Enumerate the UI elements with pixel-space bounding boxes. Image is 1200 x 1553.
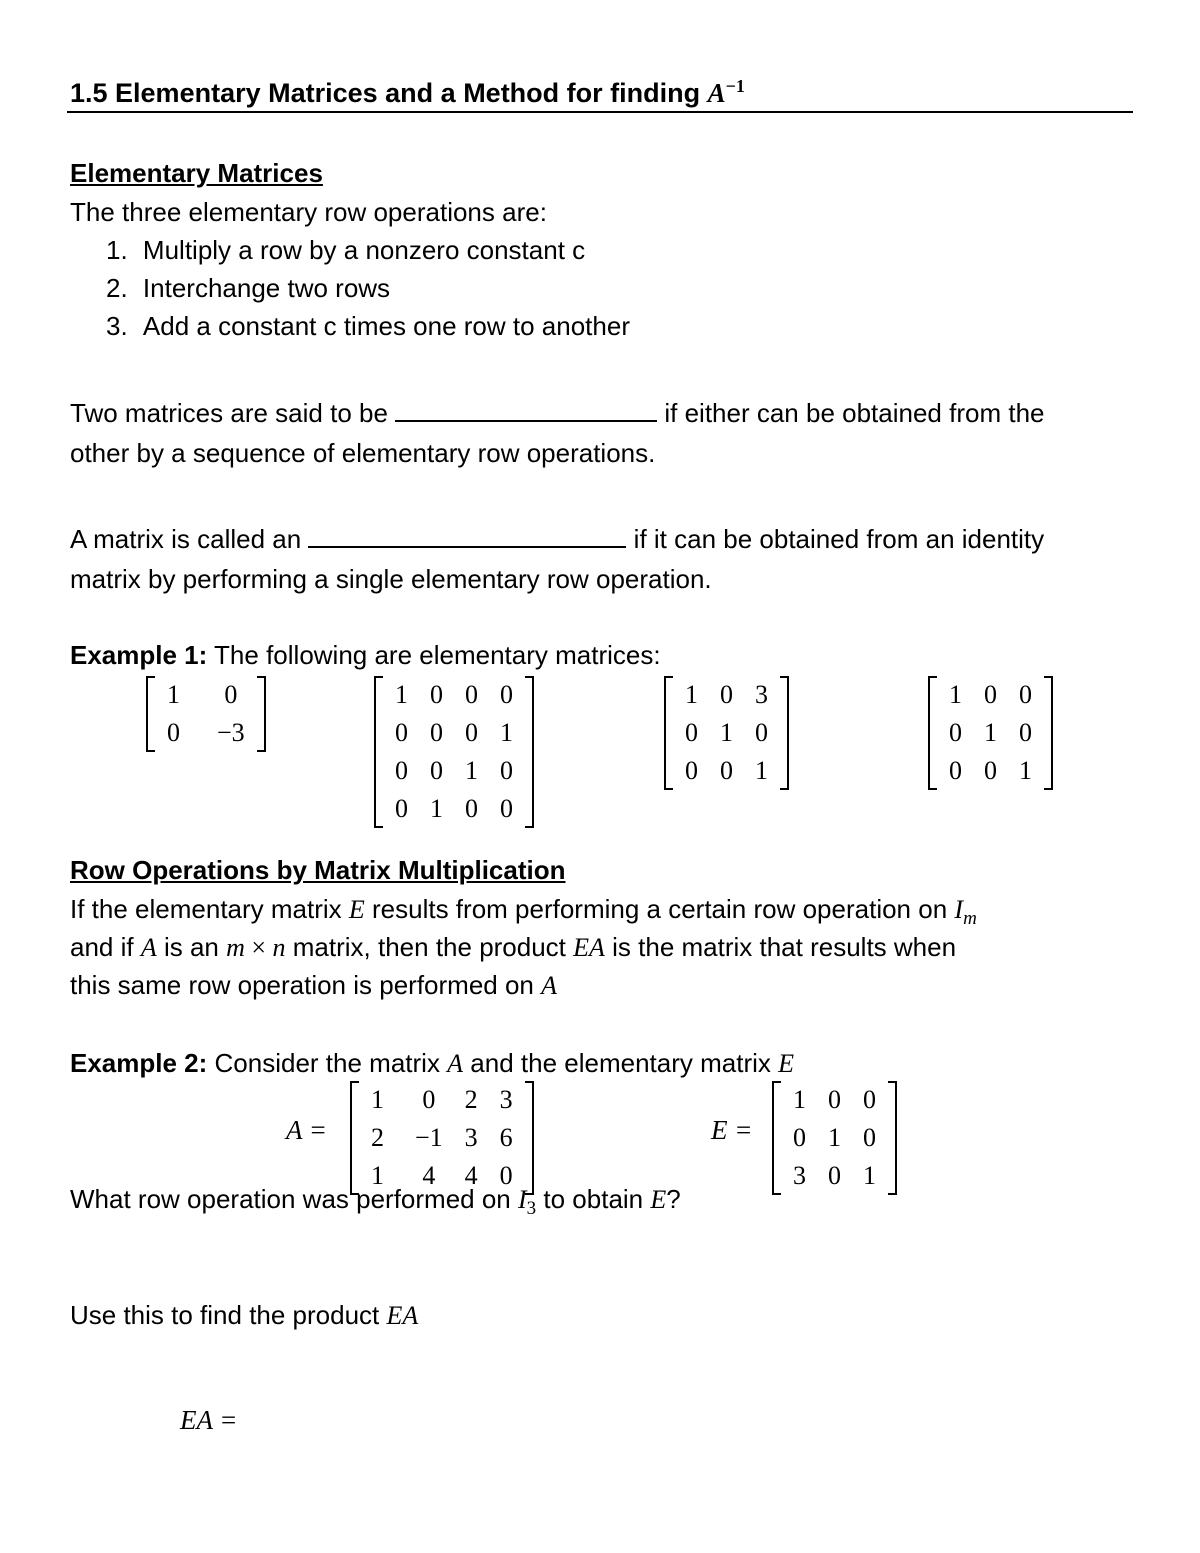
matrix-cell: 1 — [828, 1123, 841, 1152]
label-text: EA = — [180, 1405, 238, 1435]
matrix-cell: 1 — [755, 756, 768, 785]
matrix-cell: 0 — [500, 680, 513, 709]
matrix-cell: 0 — [422, 1085, 436, 1114]
matrix-cell: 1 — [430, 794, 443, 823]
matrix-A — [350, 1081, 534, 1195]
op-number: 3. — [106, 311, 128, 341]
math-n: n — [272, 933, 286, 962]
right-bracket — [525, 676, 534, 828]
matrix-cell: −3 — [217, 718, 245, 747]
matrix-cell: 3 — [755, 680, 768, 709]
matrix-cell: 0 — [984, 680, 997, 709]
matrix-cell: 0 — [465, 718, 478, 747]
matrix-cell: 1 — [863, 1161, 876, 1190]
answer-EA-label — [180, 1405, 237, 1436]
definition-elementary-matrix-line1 — [70, 524, 1044, 555]
matrix-cell: 0 — [984, 756, 997, 785]
matrix-cell: 0 — [167, 718, 180, 747]
example2-heading — [70, 1048, 794, 1079]
matrix-cell: 0 — [949, 718, 962, 747]
text: What row operation was performed on — [70, 1184, 518, 1214]
example1-matrix-4 — [928, 676, 1053, 790]
example1-matrix-2 — [374, 676, 534, 828]
matrix-cell: 4 — [464, 1161, 478, 1190]
math-I: I — [518, 1185, 527, 1214]
matrix-cell: 0 — [224, 680, 238, 709]
example1-label: Example 1: — [70, 640, 208, 670]
title-math: A — [707, 78, 726, 108]
text: is an — [156, 932, 227, 962]
title-superscript: −1 — [725, 76, 745, 96]
matrix-E-label — [711, 1115, 752, 1146]
op-text: Multiply a row by a nonzero constant c — [142, 235, 586, 265]
matrix-table — [782, 1081, 887, 1195]
matrix-table — [156, 676, 256, 752]
page-title — [70, 76, 745, 109]
section2-line3 — [70, 970, 557, 1001]
matrix-cell: −1 — [415, 1123, 443, 1152]
matrix-cell: 6 — [499, 1123, 513, 1152]
matrix-cell: 0 — [500, 756, 513, 785]
matrix-cell: 1 — [167, 680, 180, 709]
definition-elementary-matrix-line2: matrix by performing a single elementary row operation. — [70, 564, 712, 594]
matrix-cell: 0 — [500, 794, 513, 823]
label-text: E = — [711, 1115, 753, 1145]
question-find-product — [70, 1300, 418, 1331]
matrix-cell: 0 — [793, 1123, 806, 1152]
matrix-cell: 0 — [720, 756, 733, 785]
matrix-cell: 1 — [720, 718, 733, 747]
math-I: I — [954, 895, 964, 924]
matrix-cell: 1 — [949, 680, 962, 709]
def1-after: if either can be obtained from the — [657, 398, 1045, 428]
left-bracket — [374, 676, 383, 828]
matrix-cell: 0 — [430, 718, 443, 747]
matrix-cell: 1 — [1019, 756, 1032, 785]
op-number: 2. — [106, 273, 128, 303]
matrix-cell: 3 — [793, 1161, 806, 1190]
math-E: E — [348, 895, 365, 924]
op-number: 1. — [106, 235, 128, 265]
op-text: Interchange two rows — [142, 273, 391, 303]
matrix-cell: 0 — [828, 1085, 841, 1114]
right-bracket — [888, 1081, 897, 1195]
label-text: A = — [286, 1115, 327, 1145]
text: ? — [666, 1184, 681, 1214]
text: and the elementary matrix — [463, 1048, 779, 1078]
question-row-operation — [70, 1184, 681, 1220]
matrix-cell: 0 — [395, 718, 408, 747]
def2-before: A matrix is called an — [70, 524, 309, 554]
matrix-cell: 0 — [685, 756, 698, 785]
math-EA: EA — [386, 1301, 419, 1330]
title-rule — [67, 111, 1133, 113]
matrix-cell: 0 — [1019, 680, 1032, 709]
matrix-cell: 0 — [430, 680, 443, 709]
text: to obtain — [536, 1184, 651, 1214]
matrix-cell: 1 — [465, 756, 478, 785]
matrix-table — [360, 1081, 524, 1195]
text: matrix, then the product — [285, 932, 574, 962]
matrix-table — [674, 676, 779, 790]
matrix-cell: 1 — [793, 1085, 806, 1114]
math-subscript: m — [963, 908, 977, 930]
matrix-cell: 0 — [828, 1161, 841, 1190]
left-bracket — [772, 1081, 781, 1195]
left-bracket — [350, 1081, 359, 1195]
matrix-cell: 1 — [371, 1085, 384, 1114]
right-bracket — [257, 676, 266, 752]
def2-after: if it can be obtained from an identity — [626, 524, 1045, 554]
math-EA: EA — [573, 933, 605, 962]
section2-line2 — [70, 932, 956, 963]
right-bracket — [780, 676, 789, 790]
right-bracket — [525, 1081, 534, 1195]
text: is the matrix that results when — [604, 932, 957, 962]
text: Consider the matrix — [207, 1048, 448, 1078]
matrix-cell: 0 — [949, 756, 962, 785]
math-times: × — [244, 933, 273, 962]
matrix-cell: 0 — [863, 1085, 876, 1114]
left-bracket — [146, 676, 155, 752]
text: this same row operation is performed on — [70, 970, 542, 1000]
text: Use this to find the product — [70, 1300, 387, 1330]
example1-heading — [70, 640, 661, 671]
matrix-cell: 1 — [500, 718, 513, 747]
op-item-1 — [106, 235, 585, 266]
matrix-cell: 3 — [499, 1085, 513, 1114]
matrix-cell: 1 — [395, 680, 408, 709]
math-A: A — [140, 933, 157, 962]
ops-intro: The three elementary row operations are: — [70, 197, 547, 227]
math-A: A — [541, 971, 558, 1000]
def1-before: Two matrices are said to be — [70, 398, 396, 428]
matrix-A-label — [286, 1115, 327, 1146]
math-A: A — [447, 1049, 464, 1078]
op-text: Add a constant c times one row to another — [142, 311, 630, 341]
matrix-cell: 1 — [371, 1161, 384, 1190]
matrix-cell: 2 — [371, 1123, 384, 1152]
definition-row-equivalent-line1 — [70, 398, 1045, 429]
left-bracket — [664, 676, 673, 790]
definition-row-equivalent-line2: other by a sequence of elementary row operations. — [70, 438, 656, 468]
matrix-cell: 3 — [464, 1123, 478, 1152]
matrix-cell: 0 — [395, 794, 408, 823]
fill-in-blank-2[interactable] — [308, 524, 626, 548]
matrix-cell: 0 — [1019, 718, 1032, 747]
example1-text: The following are elementary matrices: — [207, 640, 661, 670]
matrix-cell: 0 — [720, 680, 733, 709]
text: and if — [70, 932, 141, 962]
text: results from performing a certain row operation on — [364, 894, 955, 924]
matrix-cell: 2 — [464, 1085, 478, 1114]
matrix-cell: 0 — [465, 680, 478, 709]
matrix-cell: 0 — [499, 1161, 513, 1190]
fill-in-blank-1[interactable] — [395, 398, 657, 422]
example1-matrix-3 — [664, 676, 789, 790]
section-heading-elementary-matrices: Elementary Matrices — [70, 158, 323, 188]
math-m: m — [226, 933, 245, 962]
right-bracket — [1044, 676, 1053, 790]
math-E: E — [778, 1049, 794, 1078]
matrix-cell: 0 — [755, 718, 768, 747]
matrix-cell: 0 — [465, 794, 478, 823]
matrix-cell: 1 — [685, 680, 698, 709]
matrix-cell: 0 — [430, 756, 443, 785]
text: If the elementary matrix — [70, 894, 349, 924]
matrix-table — [938, 676, 1043, 790]
math-E: E — [650, 1185, 667, 1214]
matrix-cell: 4 — [422, 1161, 436, 1190]
matrix-E — [772, 1081, 897, 1195]
op-item-3 — [106, 311, 630, 342]
matrix-table — [384, 676, 524, 828]
op-item-2 — [106, 273, 390, 304]
matrix-cell: 0 — [395, 756, 408, 785]
example1-matrix-1 — [146, 676, 266, 752]
matrix-cell: 1 — [984, 718, 997, 747]
matrix-cell: 0 — [863, 1123, 876, 1152]
section-heading-row-operations: Row Operations by Matrix Multiplication — [70, 855, 566, 885]
title-text: 1.5 Elementary Matrices and a Method for finding — [70, 78, 708, 108]
section2-line1 — [70, 894, 977, 930]
math-subscript: 3 — [526, 1198, 537, 1220]
left-bracket — [928, 676, 937, 790]
matrix-cell: 0 — [685, 718, 698, 747]
example2-label: Example 2: — [70, 1048, 208, 1078]
